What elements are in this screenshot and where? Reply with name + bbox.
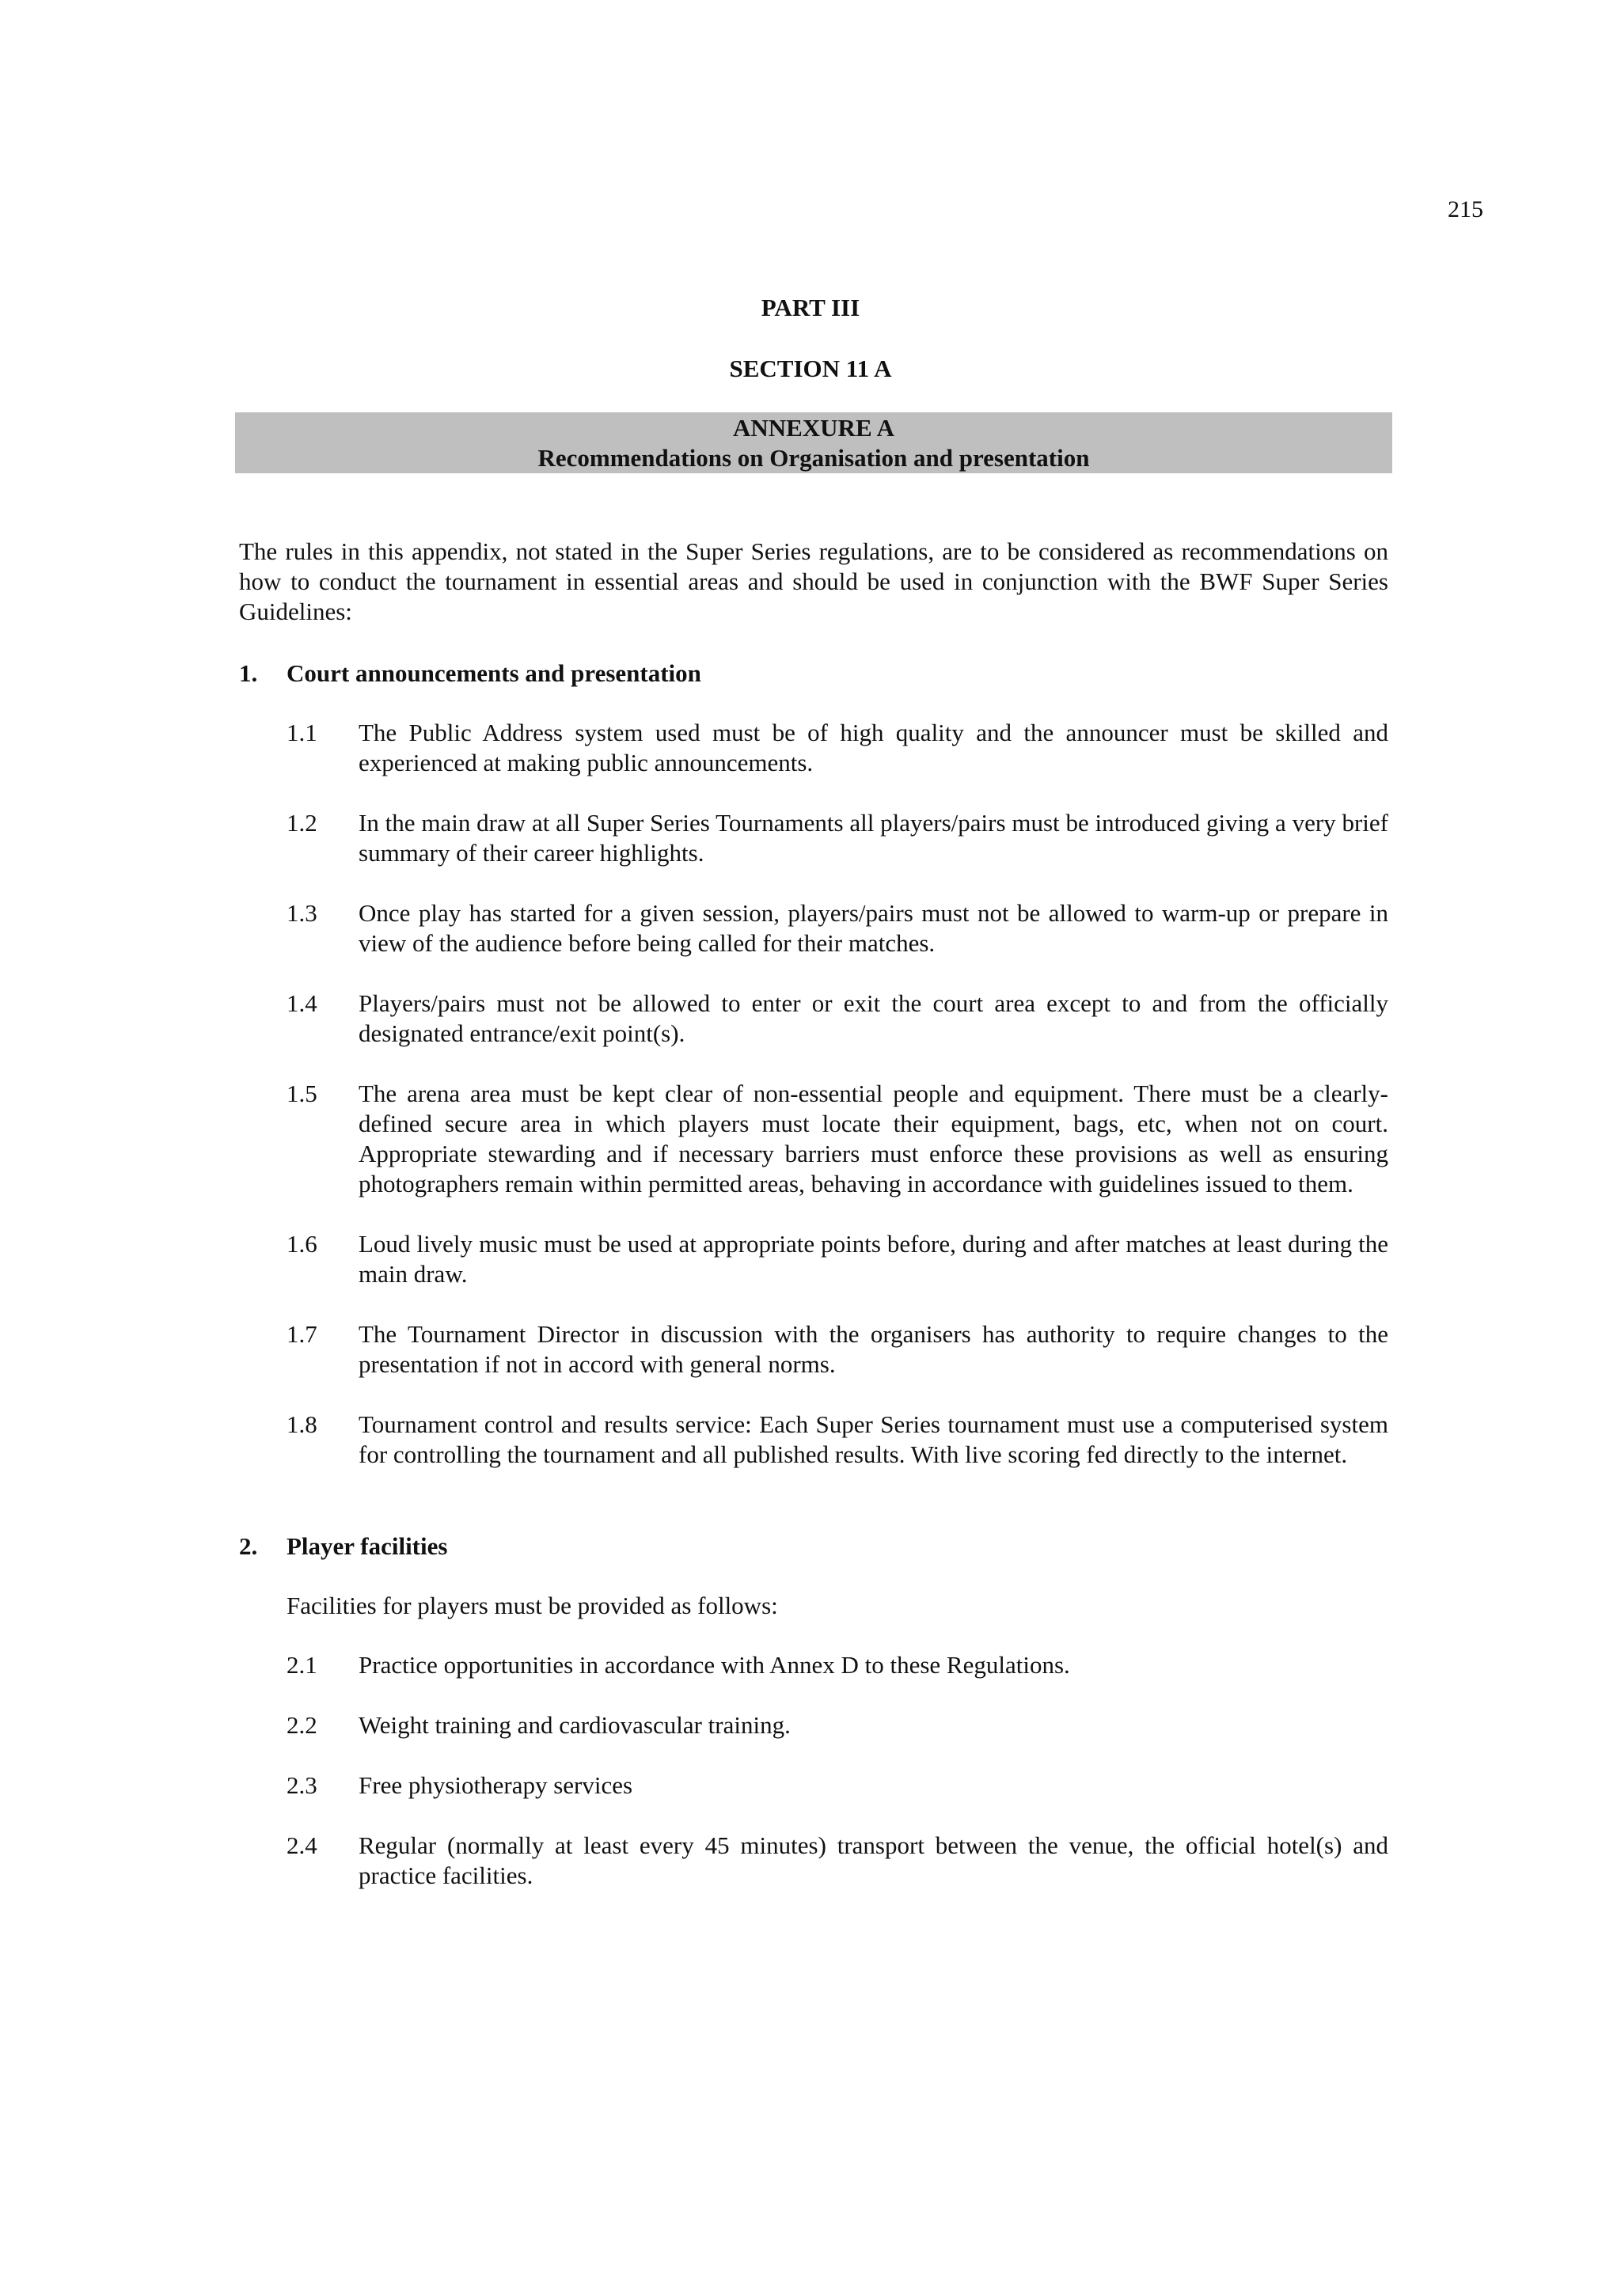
intro-paragraph: The rules in this appendix, not stated in the Super Series regulations, are to be considered as recommendations on how to conduct the tournament in essential areas and should be used in conjunction with the BWF Super Series Guidelines: — [239, 537, 1388, 625]
item-number: 2.1 — [287, 1651, 317, 1679]
item-text: Once play has started for a given session, players/pairs must not be allowed to warm-up or prepare in view of the audience before being called for their matches. — [359, 899, 1388, 957]
section-number: 2. — [239, 1532, 258, 1560]
item-number: 1.3 — [287, 899, 317, 927]
item-text: Players/pairs must not be allowed to enter or exit the court area except to and from the officially designated entrance/exit point(s). — [359, 989, 1388, 1047]
section-player-facilities — [239, 1531, 1388, 1891]
annexure-banner — [235, 412, 1392, 473]
item-text: Free physiotherapy services — [359, 1771, 633, 1799]
section-lead: Facilities for players must be provided as follows: — [287, 1592, 778, 1619]
item-number: 1.8 — [287, 1410, 317, 1438]
list-item — [287, 898, 1388, 958]
list-item — [287, 718, 1388, 778]
section-heading: SECTION 11 A — [729, 355, 892, 382]
item-text: The arena area must be kept clear of non-essential people and equipment. There must be a clearly-defined secure area in which players must locate their equipment, bags, etc, when not on court. Appropriate stewarding and if necessary barriers must enforce these provisions as well as ensuring photographers remain within permitted areas, behaving in accordance with guidelines issued to them. — [359, 1080, 1388, 1197]
section-court-announcements — [239, 658, 1388, 1470]
list-item — [287, 1770, 1388, 1801]
section-title — [239, 1531, 1388, 1562]
list-item — [287, 1710, 1388, 1740]
item-number: 1.6 — [287, 1230, 317, 1258]
item-number: 1.5 — [287, 1080, 317, 1107]
item-text: The Public Address system used must be of high quality and the announcer must be skilled and experienced at making public announcements. — [359, 719, 1388, 776]
annexure-subtitle: Recommendations on Organisation and presentation — [537, 444, 1090, 472]
item-number: 2.3 — [287, 1771, 317, 1799]
item-number: 1.7 — [287, 1320, 317, 1348]
document-body — [239, 537, 1388, 1921]
list-item — [287, 1650, 1388, 1680]
list-item — [287, 1831, 1388, 1891]
section-spacer — [239, 1500, 1388, 1531]
list-item — [287, 808, 1388, 868]
list-item — [287, 1319, 1388, 1379]
section-title-text: Court announcements and presentation — [287, 659, 701, 687]
item-number: 1.4 — [287, 989, 317, 1017]
section-number: 1. — [239, 659, 258, 687]
item-text: Regular (normally at least every 45 minutes) transport between the venue, the official hotel(s) and practice facilities. — [359, 1831, 1388, 1889]
item-number: 1.2 — [287, 809, 317, 837]
item-text: Weight training and cardiovascular training. — [359, 1711, 791, 1739]
list-item — [287, 989, 1388, 1049]
item-number: 2.4 — [287, 1831, 317, 1859]
section-title — [239, 658, 1388, 689]
list-item — [287, 1410, 1388, 1470]
annexure-title: ANNEXURE A — [732, 414, 895, 442]
item-number: 2.2 — [287, 1711, 317, 1739]
page-number: 215 — [1448, 196, 1483, 222]
section-title-text: Player facilities — [287, 1532, 448, 1560]
item-text: Tournament control and results service: Each Super Series tournament must use a computerised system for controlling the tournament and all published results. With live scoring fed directly to the internet. — [359, 1410, 1388, 1468]
item-text: Practice opportunities in accordance with Annex D to these Regulations. — [359, 1651, 1070, 1679]
item-text: In the main draw at all Super Series Tournaments all players/pairs must be introduced giving a very brief summary of their career highlights. — [359, 809, 1388, 867]
list-item — [287, 1229, 1388, 1289]
item-text: Loud lively music must be used at appropriate points before, during and after matches at least during the main draw. — [359, 1230, 1388, 1288]
part-heading: PART III — [761, 294, 860, 321]
item-number: 1.1 — [287, 719, 317, 746]
list-item — [287, 1079, 1388, 1199]
item-text: The Tournament Director in discussion with the organisers has authority to require changes to the presentation if not in accord with general norms. — [359, 1320, 1388, 1378]
